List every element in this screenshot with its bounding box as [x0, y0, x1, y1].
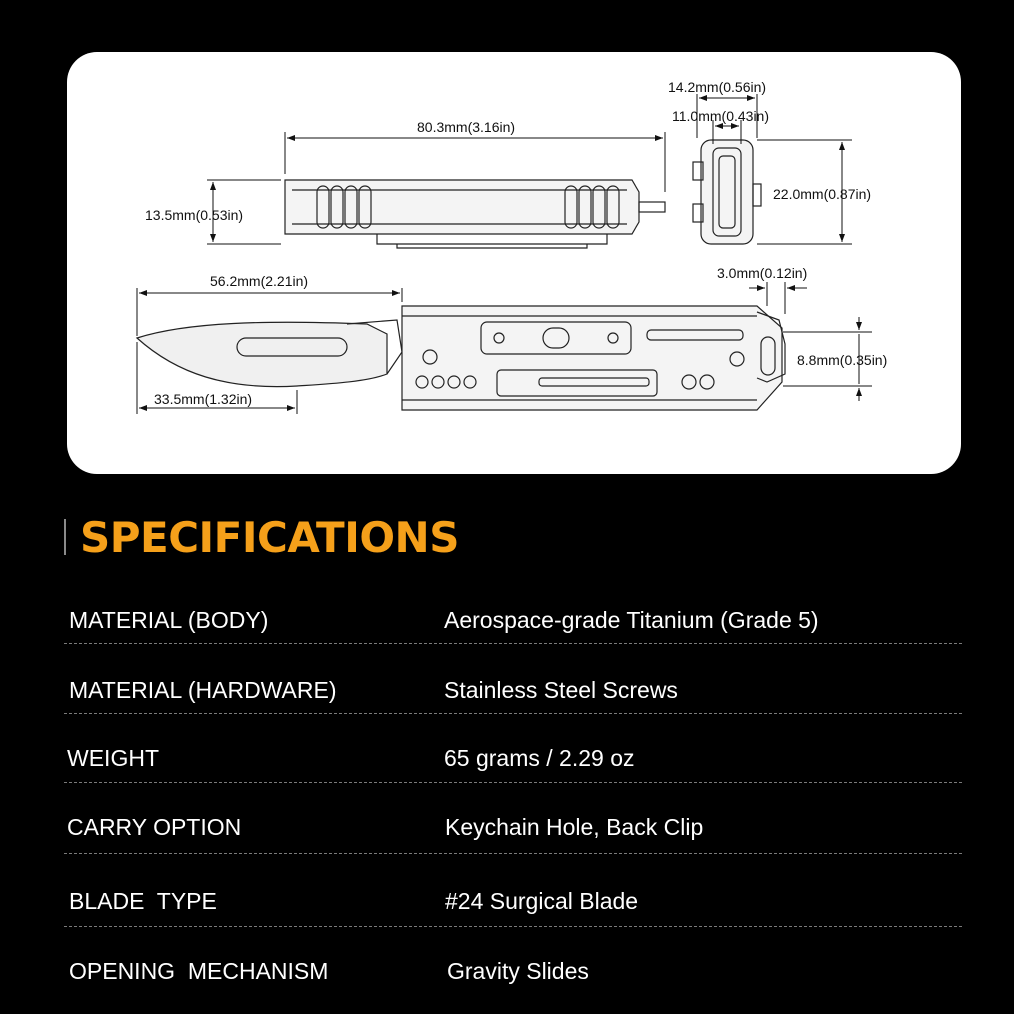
page-title: SPECIFICATIONS	[80, 512, 459, 562]
dim-blade-length-label: 56.2mm(2.21in)	[210, 273, 309, 289]
dimension-drawing-panel	[67, 52, 961, 474]
dim-blade-edge-label: 33.5mm(1.32in)	[154, 391, 253, 407]
spec-row-carry-option	[64, 783, 962, 854]
spec-value: 65 grams / 2.29 oz	[444, 745, 635, 771]
spec-row-weight	[64, 714, 962, 783]
spec-label: MATERIAL (BODY)	[69, 607, 269, 633]
top-view-drawing	[285, 180, 665, 248]
spec-row-blade-type	[64, 854, 962, 927]
spec-value: Keychain Hole, Back Clip	[445, 814, 704, 840]
dim-length-label: 80.3mm(3.16in)	[417, 119, 516, 135]
spec-value: #24 Surgical Blade	[445, 888, 639, 914]
spec-label: CARRY OPTION	[67, 814, 242, 840]
heading-divider	[64, 519, 66, 555]
dim-end-width-label: 14.2mm(0.56in)	[668, 79, 767, 95]
spec-label: MATERIAL (HARDWARE)	[69, 677, 337, 703]
spec-row-hardware-material	[64, 644, 962, 714]
spec-value: Aerospace-grade Titanium (Grade 5)	[444, 607, 819, 633]
dim-end-height-label: 22.0mm(0.87in)	[773, 186, 872, 202]
dim-end-inner-width-label: 11.0mm(0.43in)	[672, 108, 770, 124]
dim-lanyard-width-label: 3.0mm(0.12in)	[717, 265, 808, 281]
spec-value: Gravity Slides	[447, 958, 589, 984]
spec-row-body-material	[64, 597, 962, 644]
spec-label: OPENING MECHANISM	[69, 958, 329, 984]
dim-lanyard-height-label: 8.8mm(0.35in)	[797, 352, 888, 368]
end-view-drawing	[693, 140, 761, 244]
spec-row-opening-mechanism	[64, 927, 962, 997]
spec-label: WEIGHT	[67, 745, 159, 771]
spec-value: Stainless Steel Screws	[444, 677, 678, 703]
dimension-drawing	[67, 52, 961, 474]
spec-label: BLADE TYPE	[69, 888, 217, 914]
specifications-heading	[64, 510, 459, 564]
dim-thickness-label: 13.5mm(0.53in)	[145, 207, 244, 223]
